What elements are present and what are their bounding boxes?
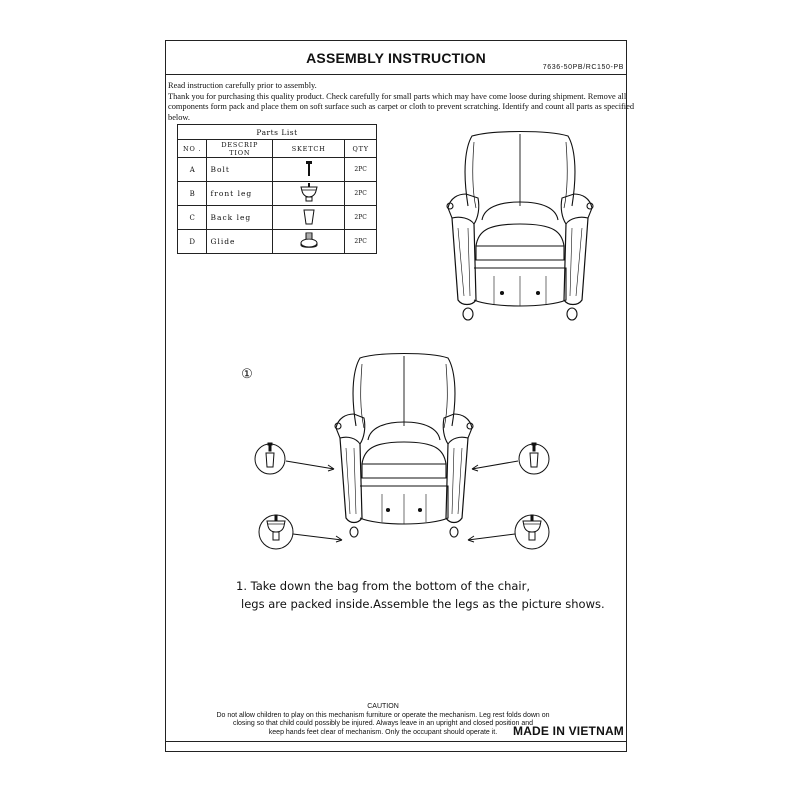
back-leg-icon bbox=[302, 208, 316, 226]
header-divider bbox=[165, 74, 627, 75]
intro-line-3: components form pack and place them on soft surface such as carpet or cloth to prevent scratching. Identify and count all parts as specified bbox=[168, 102, 635, 111]
part-qty: 2PC bbox=[345, 230, 377, 254]
step1-armchair-illustration bbox=[330, 352, 480, 544]
parts-list-table bbox=[177, 124, 377, 254]
part-no: C bbox=[178, 206, 207, 230]
step-instruction-line-2: legs are packed inside.Assemble the legs as the picture shows. bbox=[241, 597, 605, 611]
step-number: ① bbox=[241, 366, 253, 381]
front-leg-icon bbox=[299, 183, 319, 203]
armchair-illustration bbox=[438, 128, 608, 324]
part-sketch bbox=[273, 158, 345, 182]
step-instruction bbox=[236, 577, 605, 613]
part-description: Back leg bbox=[207, 206, 273, 230]
part-description: Bolt bbox=[207, 158, 273, 182]
front-leg-callout-left bbox=[258, 510, 348, 556]
parts-row bbox=[178, 182, 377, 206]
parts-row bbox=[178, 230, 377, 254]
caution-line-2: closing so that child could possibly be injured. Always leave in an upright and closed position and bbox=[232, 720, 534, 728]
front-leg-callout-right bbox=[466, 510, 556, 556]
caution-line-1: Do not allow children to play on this mechanism furniture or operate the mechanism. Leg rest folds down on bbox=[216, 711, 550, 719]
part-description: Glide bbox=[207, 230, 273, 254]
back-leg-callout-left bbox=[254, 437, 344, 487]
part-qty: 2PC bbox=[345, 158, 377, 182]
part-no: D bbox=[178, 230, 207, 254]
part-qty: 2PC bbox=[345, 182, 377, 206]
intro-text bbox=[168, 81, 635, 123]
parts-list-header-row bbox=[178, 140, 377, 158]
header-sketch: SKETCH bbox=[273, 140, 345, 158]
intro-line-4: below. bbox=[168, 112, 191, 122]
intro-line-1: Read instruction carefully prior to assembly. bbox=[168, 81, 317, 90]
part-no: A bbox=[178, 158, 207, 182]
part-no: B bbox=[178, 182, 207, 206]
step-instruction-line-1: 1. Take down the bag from the bottom of the chair, bbox=[236, 579, 530, 593]
footer-divider bbox=[165, 741, 627, 742]
caution-line-3: keep hands feet clear of mechanism. Only the occupant should operate it. bbox=[268, 728, 498, 736]
parts-list-caption: Parts List bbox=[178, 125, 377, 140]
document-number: 7636-50PB/RC150-PB bbox=[542, 64, 624, 71]
back-leg-callout-right bbox=[468, 437, 558, 487]
part-description: front leg bbox=[207, 182, 273, 206]
intro-line-2: Thank you for purchasing this quality product. Check carefully for small parts which may have come loose during shipment. Remove all bbox=[168, 91, 627, 101]
page-title: ASSEMBLY INSTRUCTION bbox=[306, 50, 486, 66]
glide-icon bbox=[299, 232, 319, 250]
part-sketch bbox=[273, 182, 345, 206]
part-sketch bbox=[273, 230, 345, 254]
part-sketch bbox=[273, 206, 345, 230]
part-qty: 2PC bbox=[345, 206, 377, 230]
bolt-icon bbox=[304, 160, 314, 178]
header-description: DESCRIP TION bbox=[207, 140, 273, 158]
header-qty: QTY bbox=[345, 140, 377, 158]
header-no: NO . bbox=[178, 140, 207, 158]
parts-row bbox=[178, 206, 377, 230]
made-in-label: MADE IN VIETNAM bbox=[513, 724, 624, 738]
parts-row bbox=[178, 158, 377, 182]
caution-title: CAUTION bbox=[367, 703, 399, 710]
